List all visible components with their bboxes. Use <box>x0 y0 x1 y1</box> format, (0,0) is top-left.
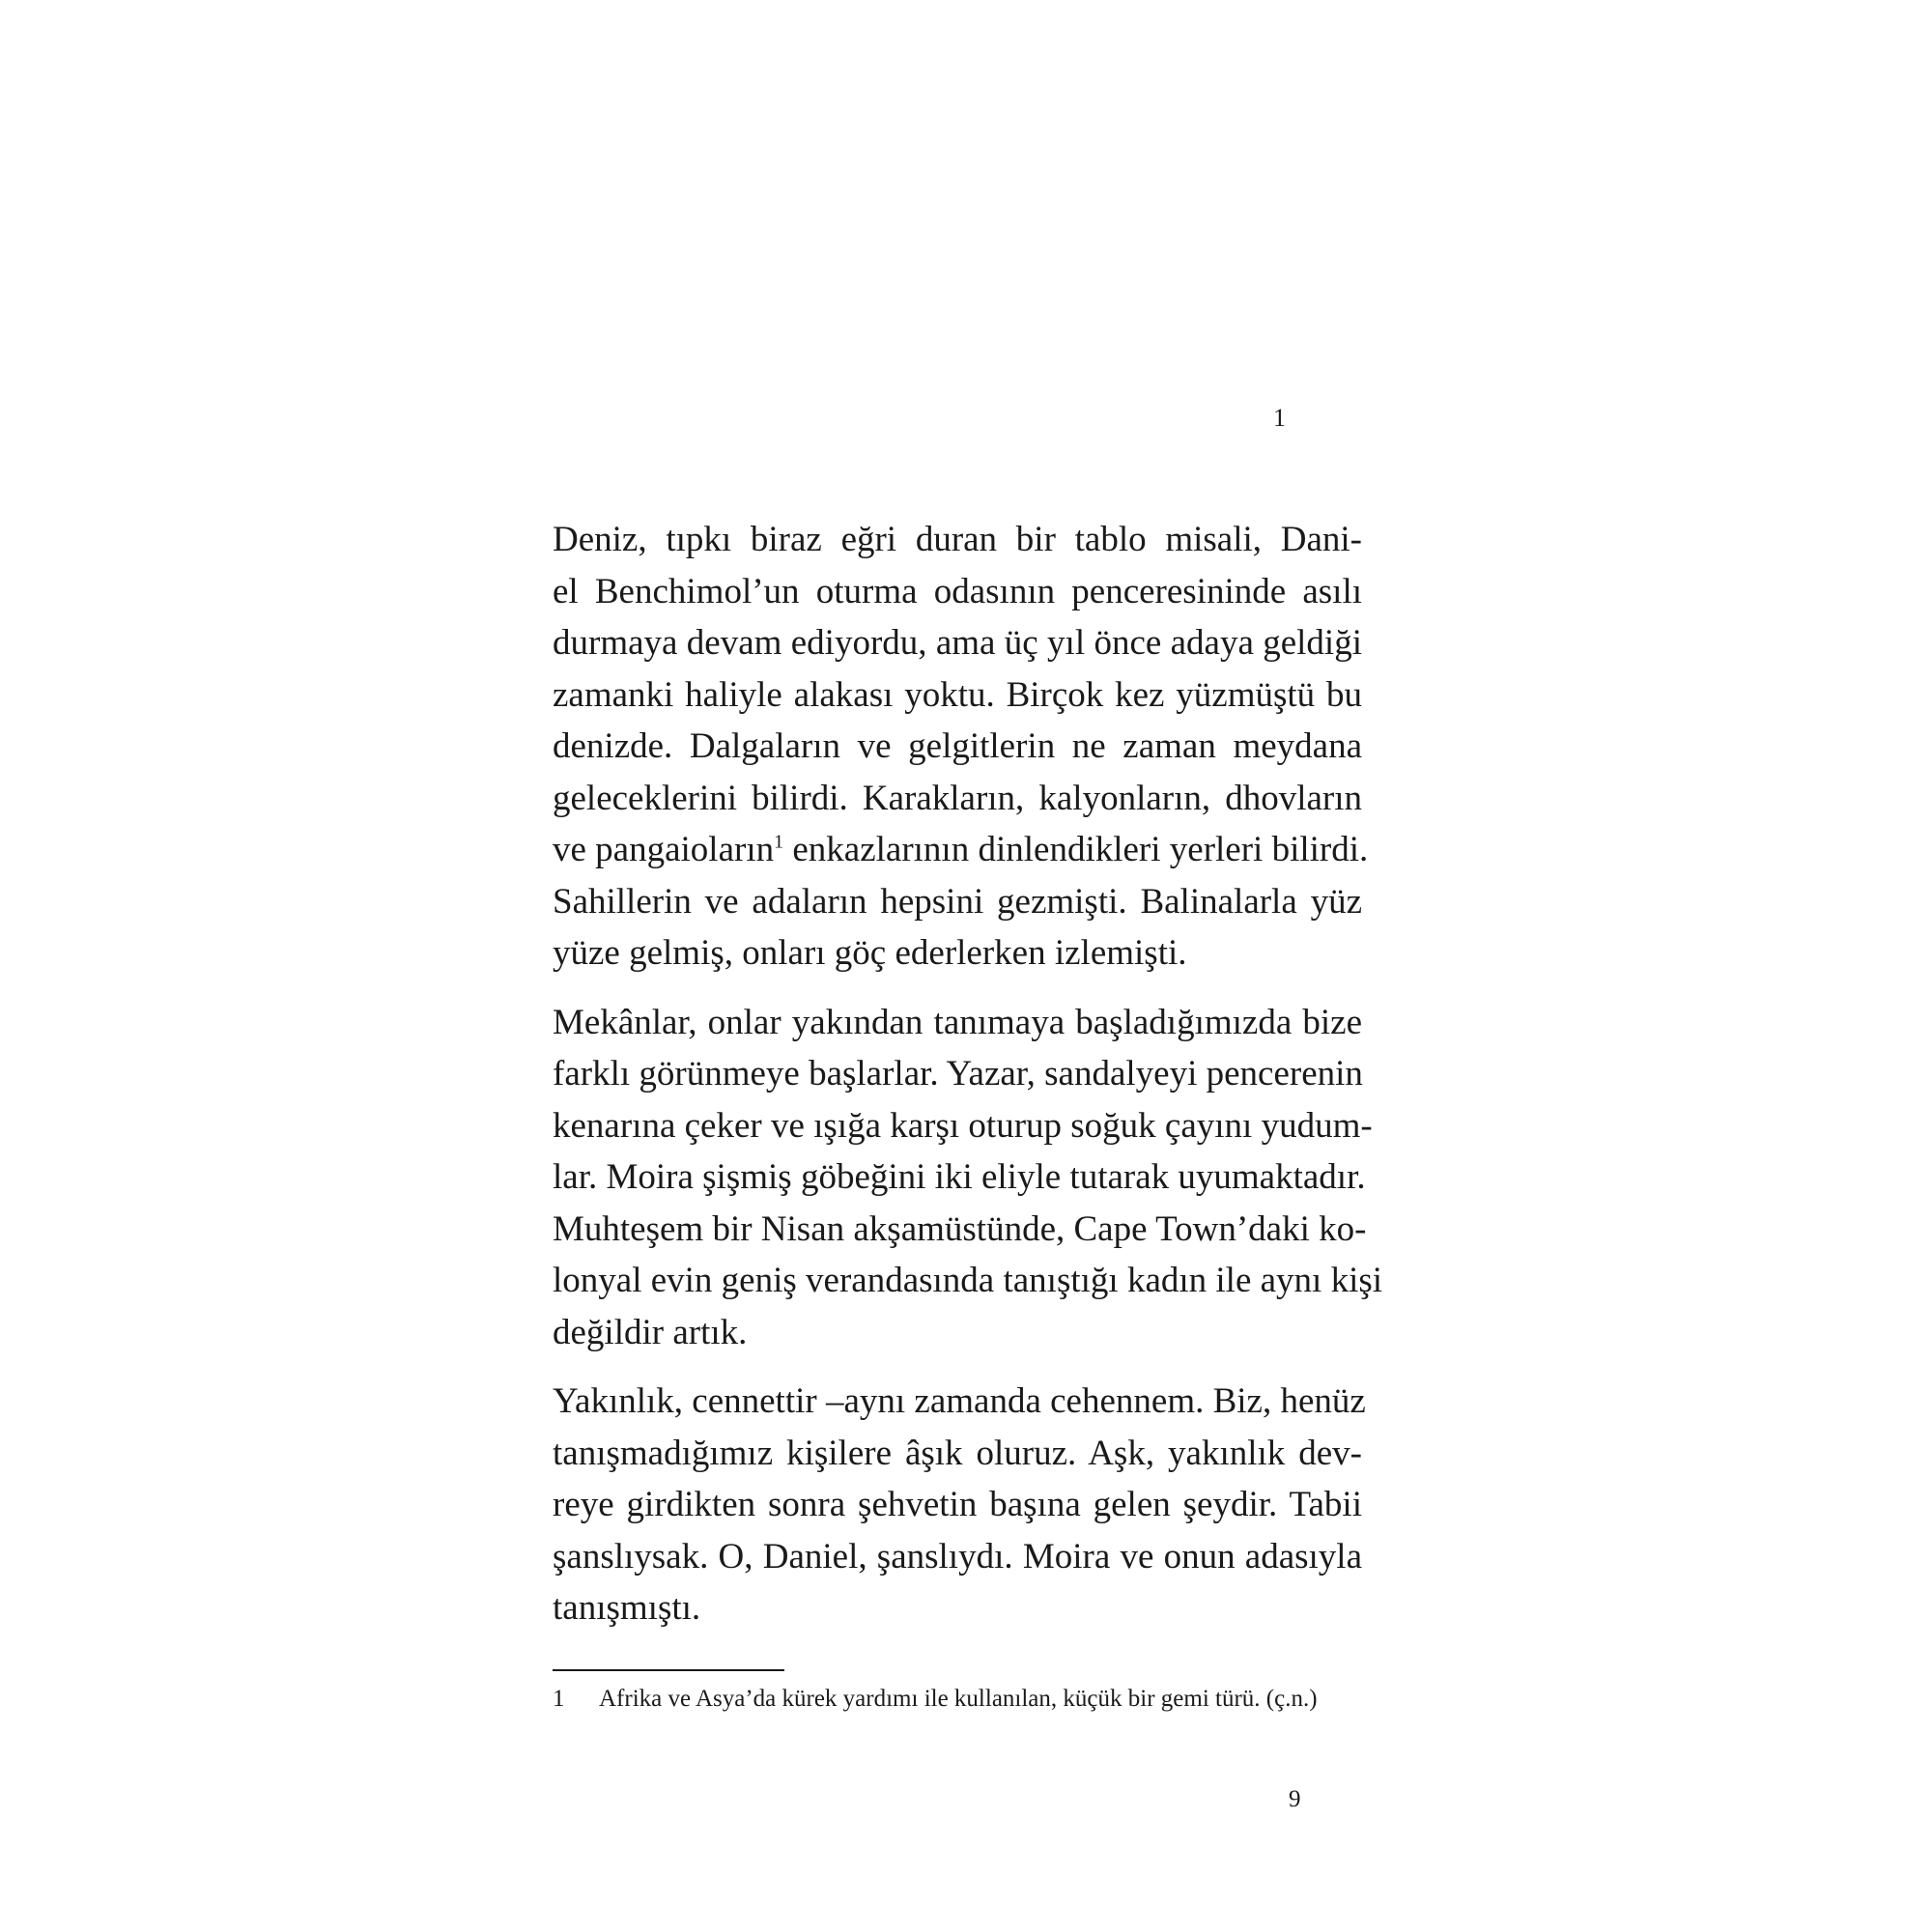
text-line: değildir artık. <box>553 1312 748 1352</box>
text-line: geleceklerini bilirdi. Karakların, kalyonların, dhovların <box>553 778 1362 818</box>
text-line: Muhteşem bir Nisan akşamüstünde, Cape Town’daki ko- <box>553 1208 1367 1249</box>
text-line-with-footnote <box>553 824 1369 876</box>
chapter-number: 1 <box>1273 404 1286 432</box>
text-segment: ve pangaioların <box>553 830 775 869</box>
text-line: Yakınlık, cennettir –aynı zamanda cehennem. Biz, henüz <box>553 1381 1366 1421</box>
text-line: Deniz, tıpkı biraz eğri duran bir tablo misali, Dani- <box>553 520 1362 559</box>
text-segment: enkazlarının dinlendikleri yerleri bilirdi. <box>792 830 1369 869</box>
body-text <box>553 514 1383 1652</box>
text-line: denizde. Dalgaların ve gelgitlerin ne zaman meydana <box>553 726 1362 766</box>
text-line: kenarına çeker ve ışığa karşı oturup soğuk çayını yudum- <box>553 1105 1373 1146</box>
text-line: lonyal evin geniş verandasında tanıştığı kadın ile aynı kişi <box>553 1261 1383 1300</box>
text-line: Sahillerin ve adaların hepsini gezmişti. Balinalarla yüz <box>553 881 1362 922</box>
text-line: lar. Moira şişmiş göbeğini iki eliyle tutarak uyumaktadır. <box>553 1157 1366 1197</box>
footnote-reference[interactable]: 1 <box>774 831 784 853</box>
footnote-text: Afrika ve Asya’da kürek yardımı ile kullanılan, küçük bir gemi türü. (ç.n.) <box>599 1686 1318 1712</box>
paragraph-1 <box>553 514 1369 980</box>
footnote <box>553 1683 1362 1716</box>
text-line: farklı görünmeye başlarlar. Yazar, sandalyeyi pencerenin <box>553 1054 1363 1094</box>
text-line: şanslıysak. O, Daniel, şanslıydı. Moira ve onun adasıyla <box>553 1536 1362 1577</box>
text-line: tanışmadığımız kişilere âşık oluruz. Aşk, yakınlık dev- <box>553 1433 1362 1473</box>
page-number: 9 <box>1289 1786 1301 1812</box>
paragraph-3 <box>553 1376 1366 1634</box>
text-line: el Benchimol’un oturma odasının penceresininde asılı <box>553 571 1362 611</box>
text-line: tanışmıştı. <box>553 1588 701 1628</box>
paragraph-2 <box>553 997 1383 1359</box>
text-line: reye girdikten sonra şehvetin başına gelen şeydir. Tabii <box>553 1485 1362 1524</box>
text-line: yüze gelmiş, onları göç ederlerken izlemişti. <box>553 933 1187 973</box>
footnote-divider <box>553 1669 784 1671</box>
footnote-number: 1 <box>553 1686 565 1712</box>
text-line: zamanki haliyle alakası yoktu. Birçok kez yüzmüştü bu <box>553 674 1362 715</box>
text-line: Mekânlar, onlar yakından tanımaya başladığımızda bize <box>553 1002 1362 1042</box>
text-line: durmaya devam ediyordu, ama üç yıl önce adaya geldiği <box>553 623 1362 663</box>
